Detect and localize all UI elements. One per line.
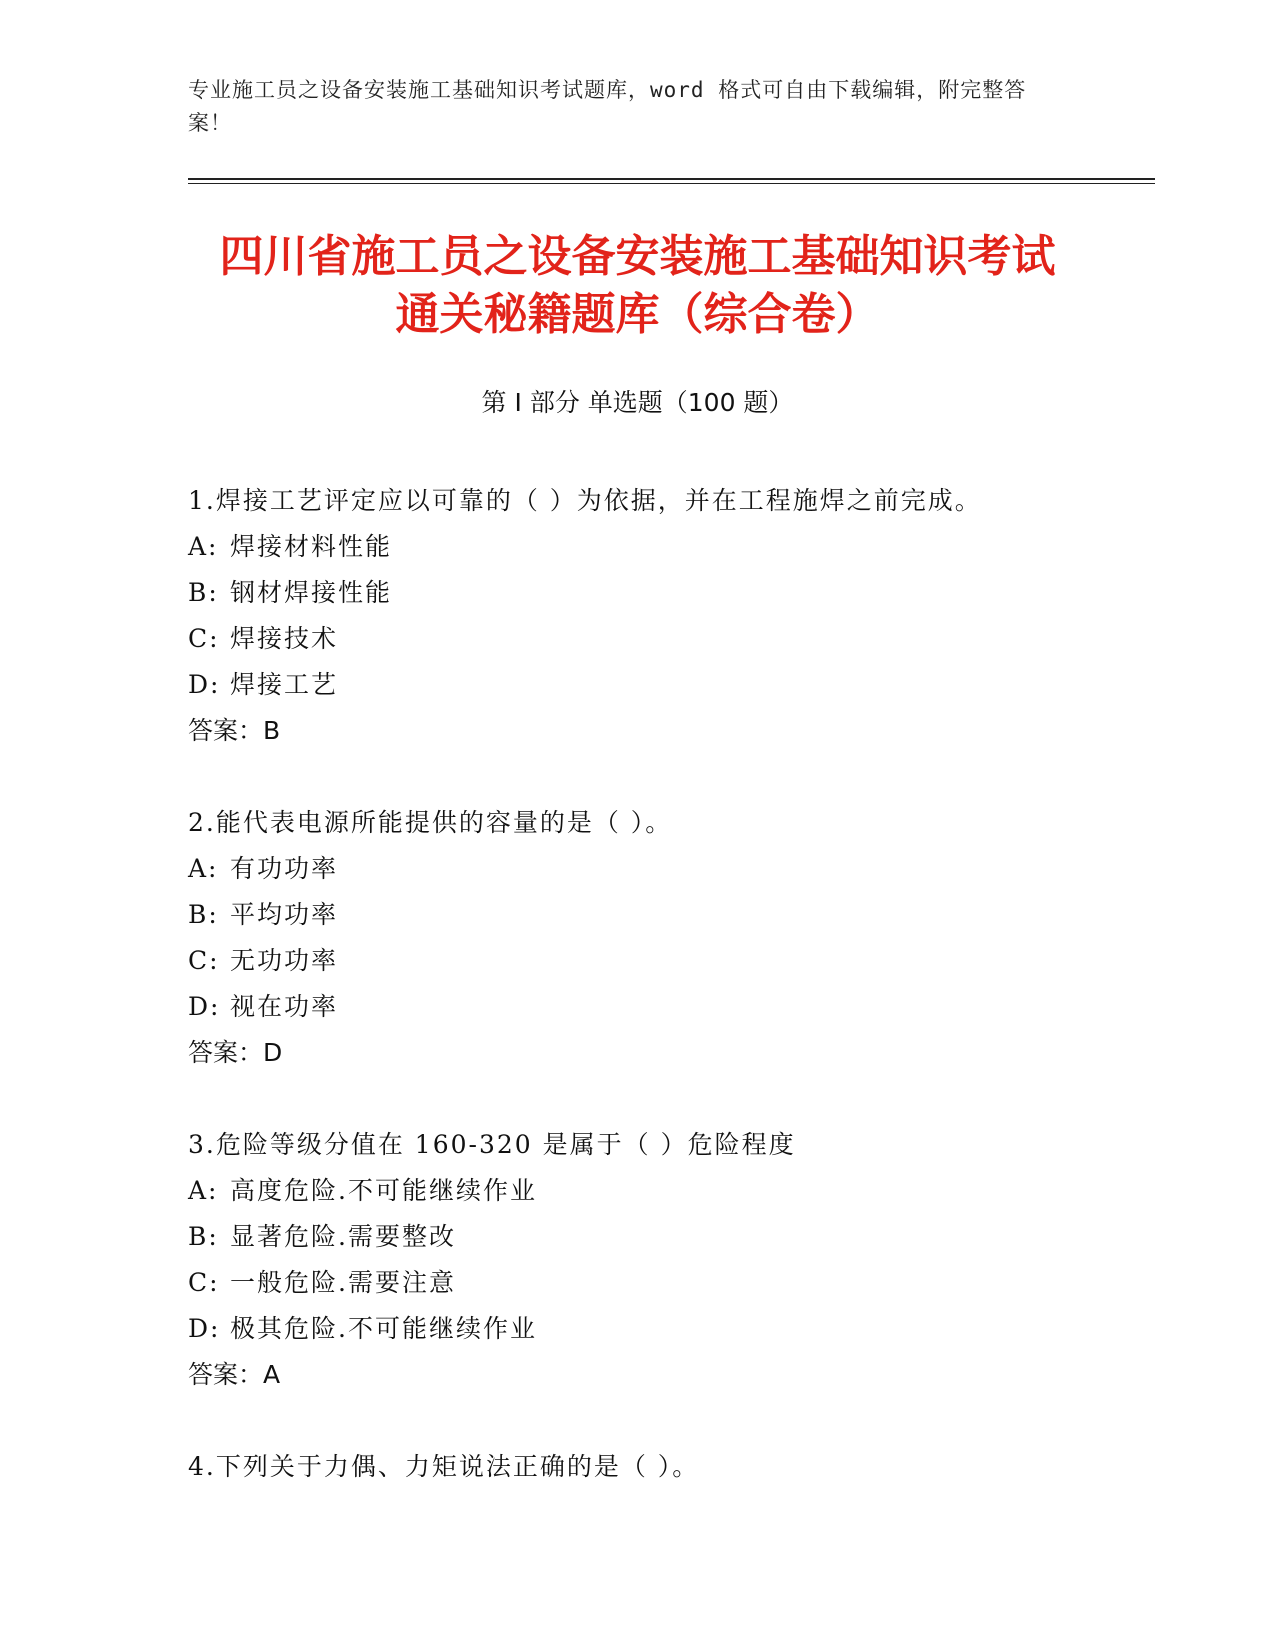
option-d [188, 1306, 1088, 1352]
option-key: C: [188, 1268, 220, 1297]
option-d [188, 662, 1088, 708]
option-text: 无功功率 [230, 946, 339, 975]
option-text: 高度危险.不可能继续作业 [230, 1176, 537, 1205]
answer: 答案：B [188, 716, 281, 745]
option-text: 焊接技术 [230, 624, 339, 653]
option-c [188, 1260, 1088, 1306]
question-1 [188, 478, 1088, 754]
option-text: 焊接材料性能 [230, 532, 393, 561]
option-key: B: [188, 900, 219, 929]
header-divider-thick [188, 178, 1155, 180]
option-key: D: [188, 1314, 221, 1343]
option-key: A: [188, 1176, 219, 1205]
option-c [188, 616, 1088, 662]
option-text: 视在功率 [230, 992, 339, 1021]
option-b [188, 570, 1088, 616]
document-title [150, 228, 1125, 344]
option-text: 一般危险.需要注意 [230, 1268, 456, 1297]
option-d [188, 984, 1088, 1030]
option-key: D: [188, 992, 221, 1021]
option-key: C: [188, 624, 220, 653]
answer: 答案：A [188, 1360, 281, 1389]
question-stem: 3.危险等级分值在 160-320 是属于（ ）危险程度 [188, 1130, 796, 1159]
option-a [188, 846, 1088, 892]
option-text: 显著危险.需要整改 [230, 1222, 456, 1251]
option-a [188, 1168, 1088, 1214]
option-key: D: [188, 670, 221, 699]
option-key: B: [188, 1222, 219, 1251]
header-divider-thin [188, 183, 1155, 184]
option-key: A: [188, 854, 219, 883]
option-a [188, 524, 1088, 570]
option-b [188, 892, 1088, 938]
document-title-line-2: 通关秘籍题库（综合卷） [395, 289, 880, 340]
question-stem: 1.焊接工艺评定应以可靠的（ ）为依据，并在工程施焊之前完成。 [188, 486, 982, 515]
option-c [188, 938, 1088, 984]
question-3 [188, 1122, 1088, 1398]
header-note: 专业施工员之设备安装施工基础知识考试题库，word 格式可自由下载编辑，附完整答案！ [188, 78, 1027, 135]
section-heading: 第 I 部分 单选题（100 题） [481, 388, 794, 417]
option-text: 有功功率 [230, 854, 339, 883]
option-text: 极其危险.不可能继续作业 [230, 1314, 537, 1343]
answer: 答案：D [188, 1038, 283, 1067]
question-list [188, 478, 1088, 1536]
option-b [188, 1214, 1088, 1260]
option-text: 平均功率 [230, 900, 339, 929]
option-text: 焊接工艺 [230, 670, 339, 699]
option-key: B: [188, 578, 219, 607]
option-key: C: [188, 946, 220, 975]
document-title-line-1: 四川省施工员之设备安装施工基础知识考试 [219, 231, 1056, 282]
question-stem: 2.能代表电源所能提供的容量的是（ ）。 [188, 808, 673, 837]
option-key: A: [188, 532, 219, 561]
question-2 [188, 800, 1088, 1076]
question-stem: 4.下列关于力偶、力矩说法正确的是（ ）。 [188, 1452, 700, 1481]
option-text: 钢材焊接性能 [230, 578, 393, 607]
question-4 [188, 1444, 1088, 1490]
